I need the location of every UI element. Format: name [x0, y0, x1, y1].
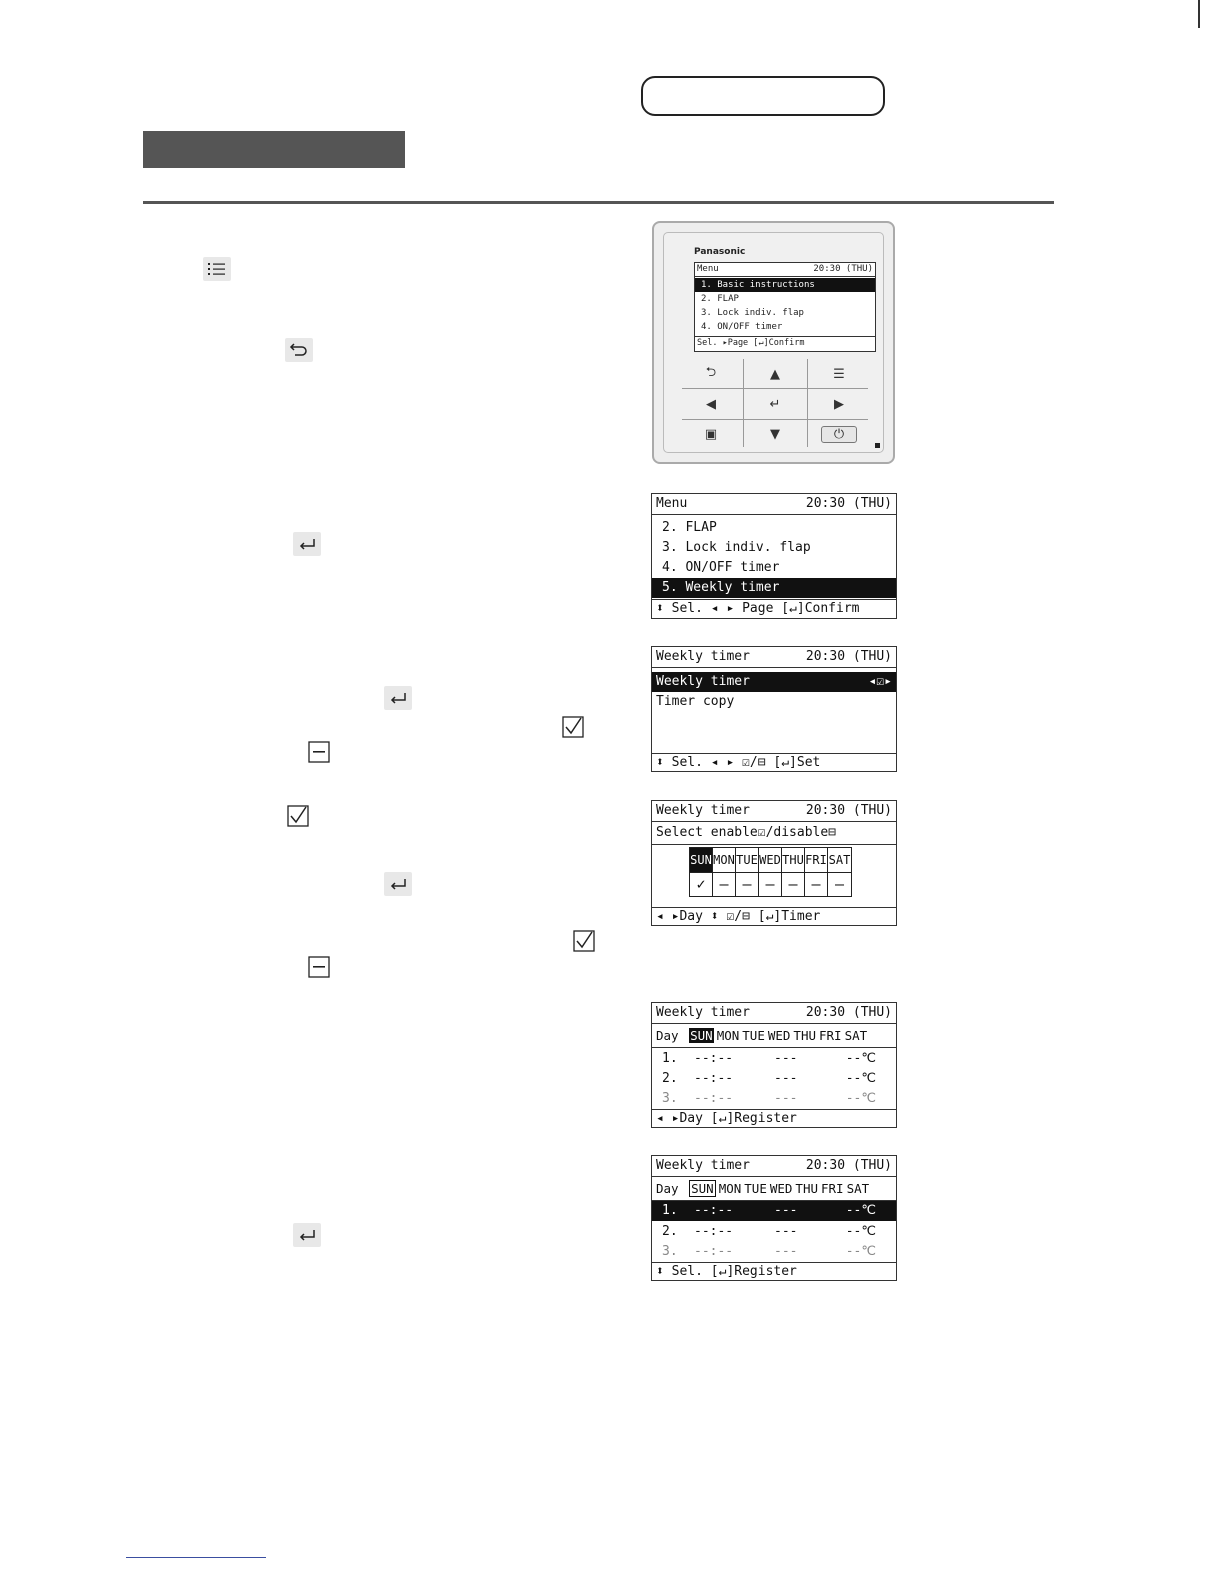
- day-mon: MON: [716, 1028, 740, 1043]
- lcd-screen-menu: [651, 493, 897, 619]
- section-divider: [143, 201, 1054, 204]
- up-button[interactable]: ▲: [770, 366, 780, 382]
- screen-footer: ⬍ Sel. [↵]Register: [656, 1264, 797, 1279]
- menu-item: 4. ON/OFF timer: [662, 560, 780, 575]
- menu-item: 3. Lock indiv. flap: [662, 540, 811, 555]
- screen-title: Menu: [656, 496, 688, 511]
- screen-clock: 20:30 (THU): [805, 1005, 892, 1020]
- lcd-screen-slot-select: [651, 1155, 897, 1281]
- day-fri: FRI: [819, 1028, 842, 1043]
- controller-screen-clock: 20:30 (THU): [813, 264, 873, 274]
- timer-slot: 3. --:-- --- --℃: [662, 1244, 876, 1259]
- controller-menu-item: 4. ON/OFF timer: [701, 322, 783, 332]
- controller-screen-title: Menu: [697, 264, 719, 274]
- screen-clock: 20:30 (THU): [805, 496, 892, 511]
- lcd-screen-select-days: [651, 800, 897, 926]
- checkbox-checked-icon: [287, 805, 309, 831]
- screen-footer: ◂ ▸Day [↵]Register: [656, 1111, 797, 1126]
- day-selector: [656, 1026, 870, 1046]
- screen-clock: 20:30 (THU): [805, 1158, 892, 1173]
- day-sun: SUN: [691, 1181, 714, 1196]
- power-button[interactable]: ⏻: [808, 419, 870, 449]
- screen-title: Weekly timer: [656, 1005, 750, 1020]
- brand-logo: Panasonic: [694, 247, 746, 257]
- timer-slot: 3. --:-- --- --℃: [662, 1091, 876, 1106]
- back-button[interactable]: ⮌: [705, 365, 717, 380]
- enter-button[interactable]: ↵: [769, 396, 781, 412]
- day-cell: THU —: [782, 848, 805, 896]
- day-thu: THU: [795, 1181, 818, 1196]
- enter-icon: [293, 532, 321, 556]
- day-label: Day: [656, 1181, 679, 1196]
- menu-item-selected: Weekly timer: [656, 674, 750, 689]
- day-sat: SAT: [844, 1028, 868, 1043]
- day-cell: MON —: [713, 848, 736, 896]
- day-thu: THU: [793, 1028, 816, 1043]
- right-button[interactable]: ▶: [834, 396, 844, 412]
- enter-icon: [293, 1223, 321, 1247]
- controller-menu-item: 2. FLAP: [701, 294, 739, 304]
- screen-footer: ⬍ Sel. ◂ ▸ ☑/⊟ [↵]Set: [656, 755, 821, 770]
- day-tue: TUE: [742, 1028, 765, 1043]
- checkbox-checked-icon: [562, 716, 584, 742]
- timer-button[interactable]: ▣: [704, 426, 718, 442]
- screen-prompt: Select enable☑/disable⊟: [656, 825, 837, 840]
- screen-footer: ⬍ Sel. ◂ ▸ Page [↵]Confirm: [656, 601, 860, 616]
- checkbox-checked-icon: [573, 930, 595, 956]
- controller-menu-item: 1. Basic instructions: [695, 278, 875, 292]
- day-label: Day: [656, 1028, 679, 1043]
- enter-icon: [384, 686, 412, 710]
- screen-footer: ◂ ▸Day ⬍ ☑/⊟ [↵]Timer: [656, 909, 821, 924]
- day-cell: TUE —: [736, 848, 759, 896]
- day-selector: [656, 1179, 872, 1199]
- day-fri: FRI: [821, 1181, 844, 1196]
- header-pill: [641, 76, 885, 116]
- day-cell: SAT —: [828, 848, 851, 896]
- menu-item-selected: 5. Weekly timer: [652, 578, 896, 598]
- page-edge-mark: [1198, 0, 1200, 28]
- down-button[interactable]: ▼: [770, 426, 780, 442]
- day-wed: WED: [769, 1181, 793, 1196]
- timer-slot: 2. --:-- --- --℃: [662, 1224, 876, 1239]
- back-icon: [285, 338, 313, 362]
- lcd-screen-day-timer: [651, 1002, 897, 1128]
- status-led: [875, 443, 880, 448]
- timer-slot-selected: 1. --:-- --- --℃: [652, 1201, 896, 1221]
- day-table: [689, 847, 852, 897]
- timer-slot: 1. --:-- --- --℃: [662, 1051, 876, 1066]
- day-cell: WED —: [759, 848, 782, 896]
- screen-clock: 20:30 (THU): [805, 649, 892, 664]
- day-cell: SUN ✓: [690, 848, 713, 896]
- day-wed: WED: [767, 1028, 791, 1043]
- lcd-screen-weekly-timer: [651, 646, 897, 772]
- checkbox-disabled-icon: [308, 956, 330, 982]
- controller-screen: [694, 262, 876, 352]
- day-cell: FRI —: [805, 848, 828, 896]
- left-button[interactable]: ◀: [706, 396, 716, 412]
- section-title-bar: [143, 131, 405, 168]
- day-sun: SUN: [690, 1028, 713, 1043]
- controller-menu-item: 3. Lock indiv. flap: [701, 308, 804, 318]
- screen-title: Weekly timer: [656, 649, 750, 664]
- menu-icon: [203, 257, 231, 281]
- day-tue: TUE: [744, 1181, 767, 1196]
- menu-button[interactable]: ☰: [833, 366, 845, 382]
- day-sat: SAT: [846, 1181, 870, 1196]
- remote-controller: [652, 221, 895, 464]
- toggle-indicator: ◂☑▸: [868, 674, 892, 689]
- controller-screen-footer: Sel. ▸Page [↵]Confirm: [695, 336, 875, 351]
- screen-clock: 20:30 (THU): [805, 803, 892, 818]
- timer-slot: 2. --:-- --- --℃: [662, 1071, 876, 1086]
- footer-link-underline: [126, 1557, 266, 1558]
- screen-title: Weekly timer: [656, 1158, 750, 1173]
- enter-icon: [384, 872, 412, 896]
- menu-item: Timer copy: [656, 694, 735, 709]
- checkbox-disabled-icon: [308, 741, 330, 767]
- screen-title: Weekly timer: [656, 803, 750, 818]
- menu-item: 2. FLAP: [662, 520, 717, 535]
- day-mon: MON: [718, 1181, 742, 1196]
